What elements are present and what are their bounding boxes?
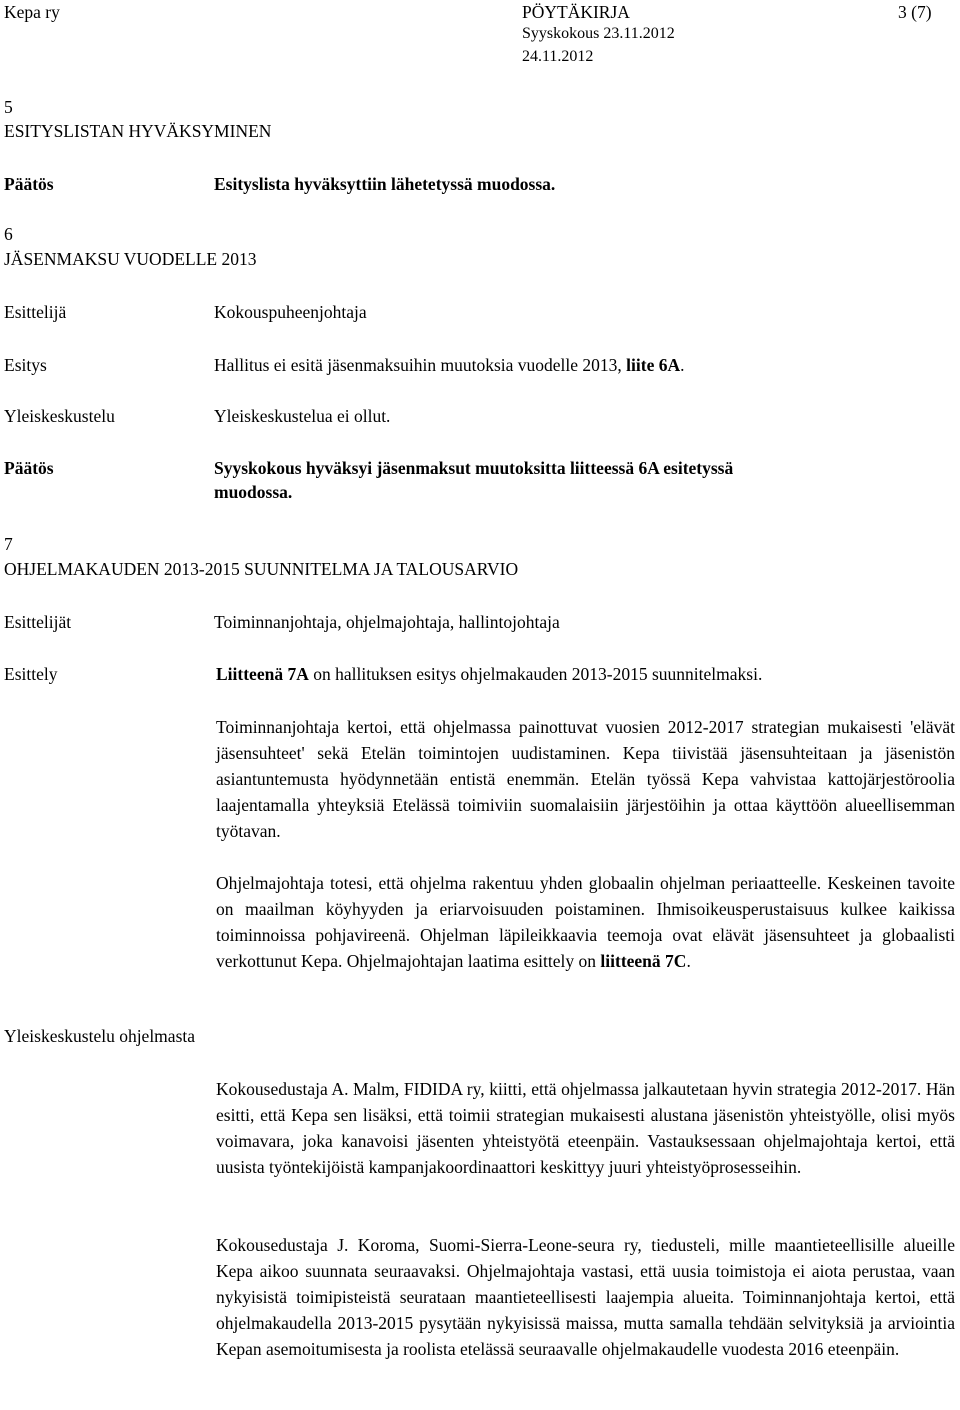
section-7-title: OHJELMAKAUDEN 2013-2015 SUUNNITELMA JA TALOUSARVIO — [4, 559, 519, 579]
section-7-number: 7 — [4, 534, 13, 554]
section-6-presenter-label: Esittelijä — [4, 302, 67, 322]
section-6-title: JÄSENMAKSU VUODELLE 2013 — [4, 249, 257, 269]
section-7-discussion-label: Yleiskeskustelu ohjelmasta — [4, 1026, 196, 1046]
section-6-proposal-text: Hallitus ei esitä jäsenmaksuihin muutoksia vuodelle 2013, liite 6A. — [214, 355, 685, 375]
section-7-presentation-label: Esittely — [4, 664, 58, 684]
header-doc-type: PÖYTÄKIRJA — [522, 2, 630, 22]
header-org: Kepa ry — [4, 2, 60, 22]
discussion-paragraph-1: Toiminnanjohtaja kertoi, että ohjelmassa painottuvat vuosien 2012-2017 strategian mukaisesti 'elävät jäsensuhteet' sekä Etelän toimintojen uudistaminen. Kepa tiivistää jäsensuhteitaan ja jäsenistön asiantuntemusta hyödynnetään entistä enemmän. Etelän työssä Kepa vahvistaa kattojärjestöroolia laajentamalla yhteyksiä Etelässä toimiviin suomalaisiin järjestöihin ja ottaa käyttöön alueellisemman työtavan. — [216, 717, 955, 841]
section-7-presenters-value: Toiminnanjohtaja, ohjelmajohtaja, hallintojohtaja — [214, 612, 560, 632]
section-6-presenter-value: Kokouspuheenjohtaja — [214, 302, 367, 322]
section-5-title: ESITYSLISTAN HYVÄKSYMINEN — [4, 121, 272, 141]
attachment-7c-reference: liitteenä 7C — [600, 951, 687, 971]
section-6-number: 6 — [4, 224, 13, 244]
section-6-decision-label: Päätös — [4, 458, 54, 478]
section-6-proposal-label: Esitys — [4, 355, 47, 375]
section-6-discussion-label: Yleiskeskustelu — [4, 406, 115, 426]
discussion-paragraph-4: Kokousedustaja J. Koroma, Suomi-Sierra-Leone-seura ry, tiedusteli, mille maantieteellisille alueille Kepa aikoo suunnata seuraavaksi. Ohjelmajohtaja vastasi, että uusia toimistoja ei aiota perustaa, vaan nykyisistä toimipisteistä seurataan maantieteellisesti laajempia alueita. Toiminnanjohtaja kertoi, että ohjelmakaudella 2013-2015 pysytään nykyisissä maissa, mutta samalla tehdään selvityksiä ja arviointia Kepan asemoitumisesta ja roolista etelässä seuraavalle ohjelmakaudelle vuodesta 2016 eteenpäin. — [216, 1235, 955, 1359]
attachment-7a-reference: Liitteenä 7A — [216, 664, 309, 684]
section-5-decision-text: Esityslista hyväksyttiin lähetetyssä muodossa. — [214, 174, 556, 194]
section-7-presenters-label: Esittelijät — [4, 612, 72, 632]
header-meeting: Syyskokous 23.11.2012 — [522, 25, 675, 42]
header-date: 24.11.2012 — [522, 48, 594, 65]
header-page-number: 3 (7) — [898, 2, 932, 22]
section-6-decision-line-1: Syyskokous hyväksyi jäsenmaksut muutoksitta liitteessä 6A esitetyssä — [214, 458, 734, 478]
section-5-number: 5 — [4, 97, 13, 117]
discussion-paragraph-3: Kokousedustaja A. Malm, FIDIDA ry, kiitti, että ohjelmassa jalkautetaan hyvin strategia 2012-2017. Hän esitti, että Kepa sen lisäksi, että toimii strategian mukaisesti alustana jäsenistön yhteistyölle, olisi myös voimavara, joka kanavoisi jäsenten yhteistyötä eteenpäin. Vastauksessaan ohjelmajohtaja kertoi, että uusista työntekijöistä kampanjakoordinaattori keskittyy juuri yhteistyöprosesseihin. — [216, 1079, 955, 1177]
section-5-decision-label: Päätös — [4, 174, 54, 194]
attachment-6a-reference: liite 6A — [626, 355, 681, 375]
discussion-paragraph-2: Ohjelmajohtaja totesi, että ohjelma rakentuu yhden globaalin ohjelman periaatteelle. Keskeinen tavoite on maailman köyhyyden ja eriarvoisuuden poistaminen. Ihmisoikeusperustaisuus kulkee kaikissa toiminnoissa pohjavireenä. Ohjelman läpileikkaavia teemoja ovat elävät jäsensuhteet ja globaalisti verkottunut Kepa. Ohjelmajohtajan laatima esittely on liitteenä 7C. — [216, 873, 955, 971]
section-6-discussion-value: Yleiskeskustelua ei ollut. — [214, 406, 391, 426]
section-7-presentation-text: Liitteenä 7A on hallituksen esitys ohjelmakauden 2013-2015 suunnitelmaksi. — [216, 664, 763, 684]
section-6-decision-line-2: muodossa. — [214, 482, 293, 502]
